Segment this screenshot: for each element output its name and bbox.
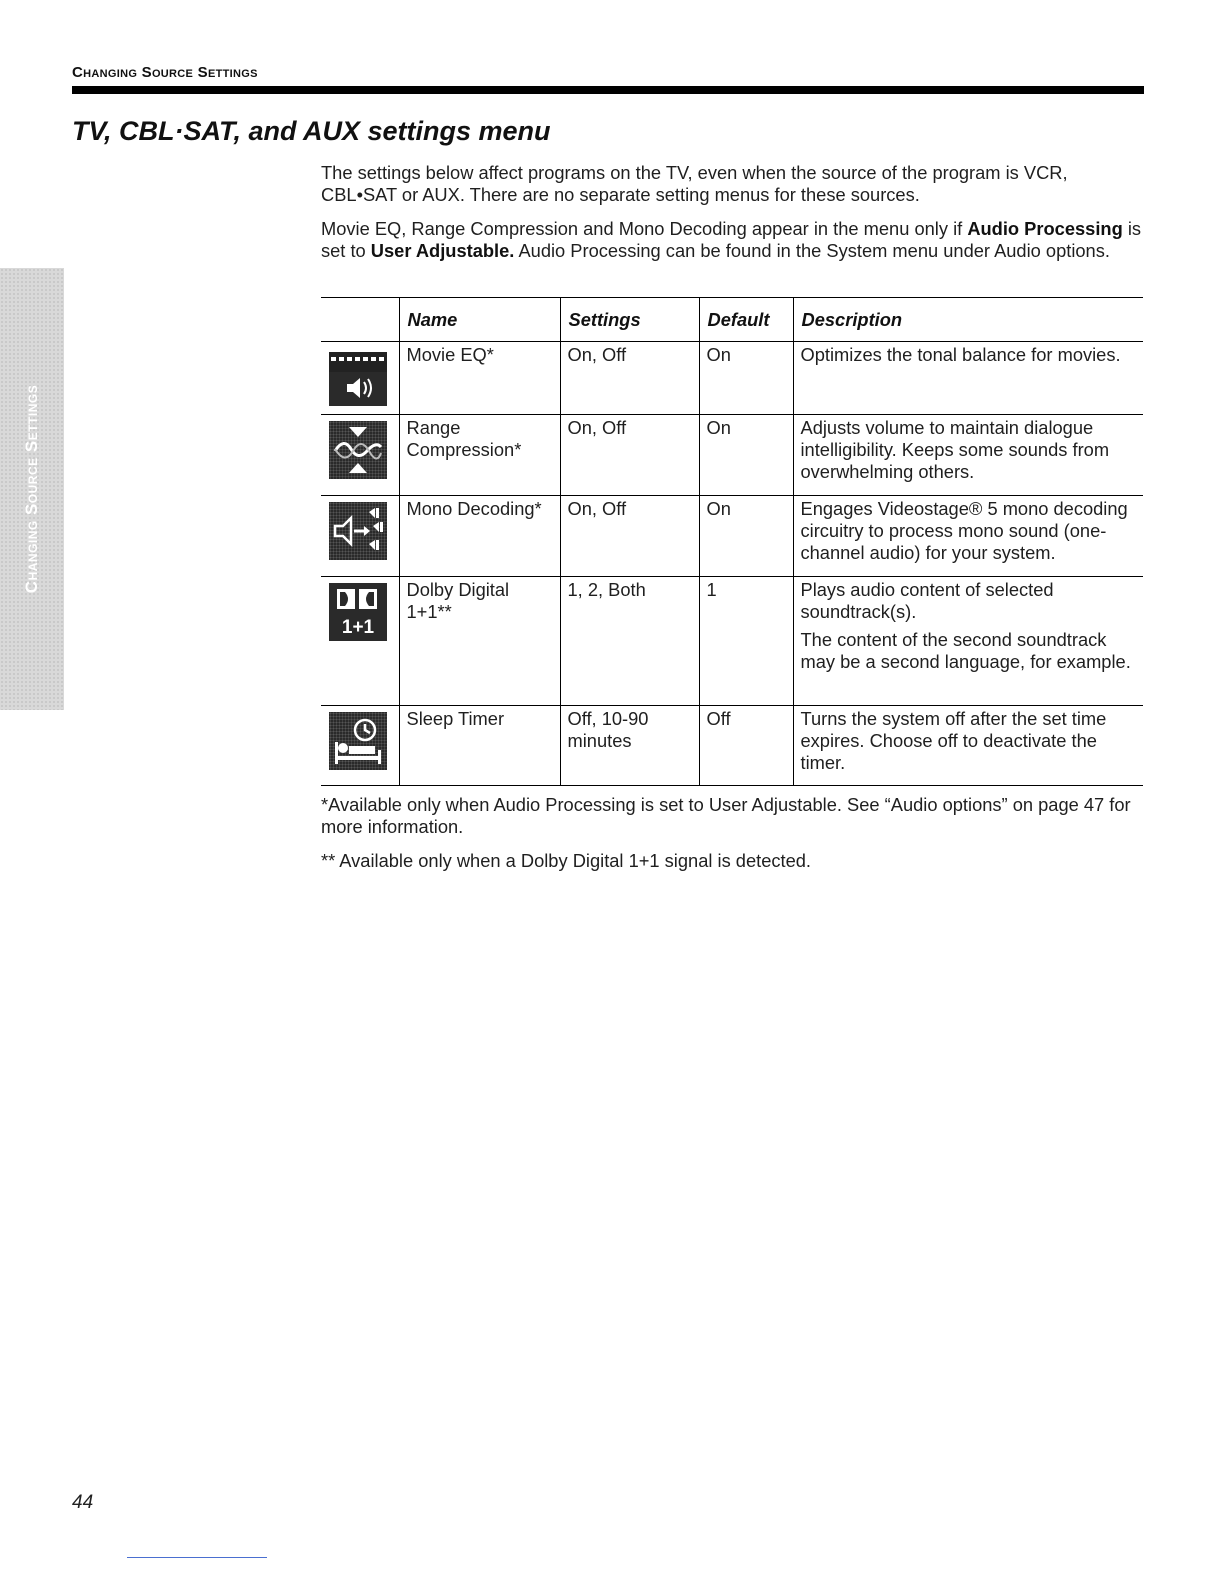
row-default: On [699,342,793,415]
icon-cell [321,496,399,577]
column-header-name: Name [399,298,560,342]
row-name: Sleep Timer [399,706,560,786]
row-default: On [699,496,793,577]
bold-audio-processing: Audio Processing [967,218,1123,239]
section-header: Changing Source Settings [72,64,258,81]
row-name: Mono Decoding* [399,496,560,577]
row-default: On [699,415,793,496]
bold-user-adjustable: User Adjustable. [370,240,515,261]
row-settings: On, Off [560,342,699,415]
row-settings: Off, 10-90 minutes [560,706,699,786]
row-description [793,577,1143,706]
footnote-2: ** Available only when a Dolby Digital 1+1 signal is detected. [321,850,812,871]
side-tab-label: Changing Source Settings [22,384,41,594]
table-row [321,496,1143,577]
row-default: 1 [699,577,793,706]
intro-paragraph-1: The settings below affect programs on the TV, even when the source of the program is VCR, CBL•SAT or AUX. There are no separate setting menus for these sources. [321,162,1068,205]
row-settings: 1, 2, Both [560,577,699,706]
row-name: Range Compression* [399,415,560,496]
table-row [321,342,1143,415]
icon-cell [321,415,399,496]
movie-eq-icon [329,348,387,406]
icon-cell [321,706,399,786]
row-description-line-1: Plays audio content of selected soundtrack(s). [800,579,1054,622]
column-header-default: Default [699,298,793,342]
row-name: Movie EQ* [399,342,560,415]
footnote-1: *Available only when Audio Processing is set to User Adjustable. See “Audio options” on page 47 for more information. [321,794,1131,837]
row-settings: On, Off [560,496,699,577]
row-description: Turns the system off after the set time expires. Choose off to deactivate the timer. [793,706,1143,786]
page-title: TV, CBL·SAT, and AUX settings menu [72,116,551,146]
row-description-line-2: The content of the second soundtrack may be a second language, for example. [800,629,1131,672]
table-row [321,706,1143,786]
row-default: Off [699,706,793,786]
settings-table [321,297,1143,786]
range-compression-icon [329,421,387,479]
column-header-description: Description [793,298,1143,342]
table-header-row [321,298,1143,342]
row-settings: On, Off [560,415,699,496]
dolby-icon-label: 1+1 [341,617,375,638]
row-description: Optimizes the tonal balance for movies. [793,342,1143,415]
mono-decoding-icon [329,502,387,560]
icon-column-header [321,298,399,342]
table-row [321,415,1143,496]
intro-paragraph-2: Movie EQ, Range Compression and Mono Decoding appear in the menu only if Audio Processing is set to User Adjustable. Audio Processing can be found in the System menu under Audio options. [321,218,1142,261]
icon-cell [321,342,399,415]
page-number: 44 [72,1492,94,1513]
bottom-rule [127,1557,267,1558]
header-rule [72,86,1144,94]
icon-cell [321,577,399,706]
row-description: Adjusts volume to maintain dialogue intelligibility. Keeps some sounds from overwhelming others. [793,415,1143,496]
sleep-timer-icon [329,712,387,770]
row-description: Engages Videostage® 5 mono decoding circuitry to process mono sound (one-channel audio) for your system. [793,496,1143,577]
table-row [321,577,1143,706]
dolby-digital-icon [329,583,387,641]
column-header-settings: Settings [560,298,699,342]
row-name: Dolby Digital 1+1** [399,577,560,706]
